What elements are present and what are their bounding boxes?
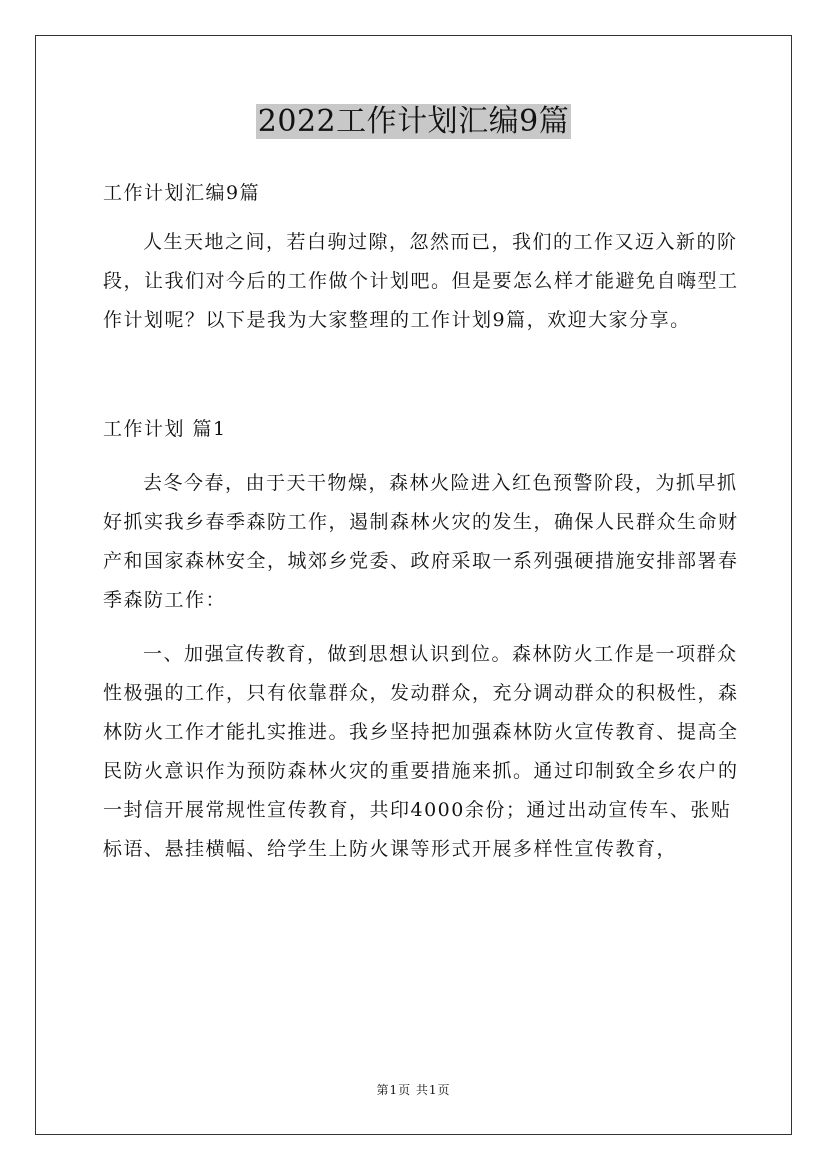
document-body (103, 174, 743, 884)
document-title (0, 100, 827, 144)
section-heading: 工作计划 篇1 (103, 418, 227, 440)
document-subtitle: 工作计划汇编9篇 (103, 182, 261, 204)
page-number-footer: 第1页 共1页 (376, 1083, 451, 1097)
document-title-text: 2022工作计划汇编9篇 (257, 104, 570, 139)
body-paragraph: 去冬今春，由于天干物燥，森林火险进入红色预警阶段，为抓早抓好抓实我乡春季森防工作，遏制森林火灾的发生，确保人民群众生命财产和国家森林安全，城郊乡党委、政府采取一系列强硬措施安排部署春季森防工作： (103, 472, 739, 611)
intro-paragraph: 人生天地之间，若白驹过隙，忽然而已，我们的工作又迈入新的阶段，让我们对今后的工作做个计划吧。但是要怎么样才能避免自嗨型工作计划呢？以下是我为大家整理的工作计划9篇，欢迎大家分享。 (103, 231, 739, 331)
body-paragraph: 一、加强宣传教育，做到思想认识到位。森林防火工作是一项群众性极强的工作，只有依靠群众，发动群众，充分调动群众的积极性，森林防火工作才能扎实推进。我乡坚持把加强森林防火宣传教育、提高全民防火意识作为预防森林火灾的重要措施来抓。通过印制致全乡农户的一封信开展常规性宣传教育，共印4000余份；通过出动宣传车、张贴标语、悬挂横幅、给学生上防火课等形式开展多样性宣传教育， (103, 643, 739, 860)
